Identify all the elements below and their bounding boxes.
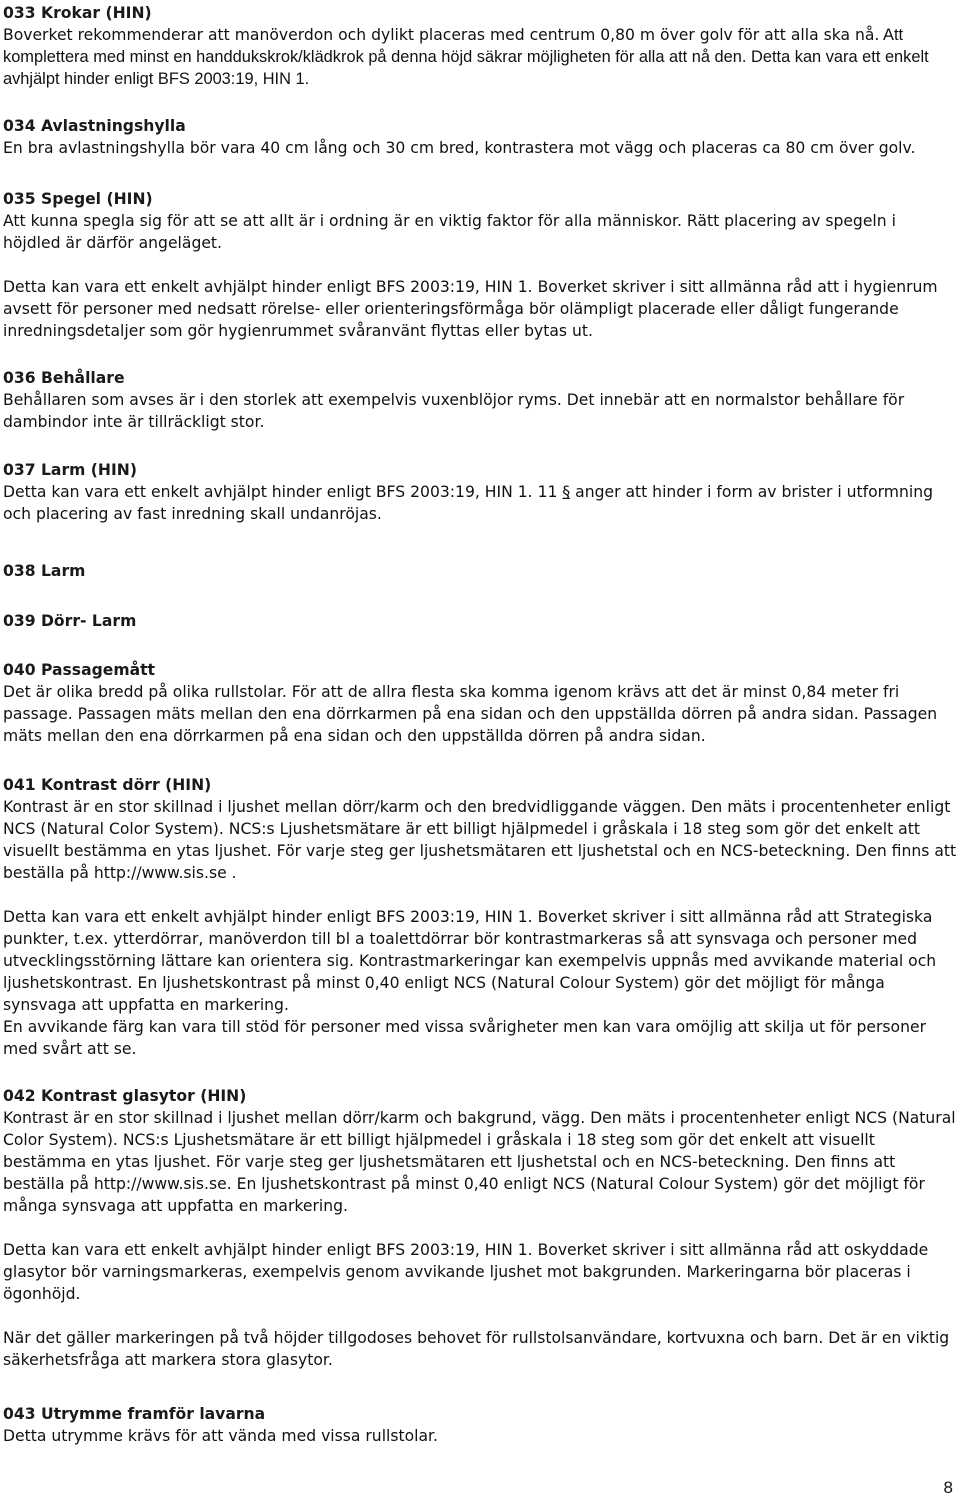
section-040	[3, 659, 957, 747]
section-text: Det är olika bredd på olika rullstolar. För att de allra flesta ska komma igenom krävs att det är minst 0,84 meter fri passage. Passagen mäts mellan den ena dörrkarmen på ena sidan och den uppställda dörren på andra sidan. Passagen mäts mellan den ena dörrkarmen på ena sidan och den uppställda dörren på andra sidan.	[3, 683, 938, 745]
section-033	[3, 2, 957, 90]
section-heading: 039 Dörr- Larm	[3, 612, 137, 630]
section-039	[3, 610, 957, 632]
text-part: Detta kan vara ett enkelt avhjälpt hinder enligt BFS 2003:19, HIN 1. 11	[3, 483, 563, 501]
section-035	[3, 188, 957, 342]
section-text: Att kunna spegla sig för att se att allt är i ordning är en viktig faktor för alla människor. Rätt placering av spegeln i höjdled är därför angeläget.	[3, 212, 896, 252]
section-text: Kontrast är en stor skillnad i ljushet mellan dörr/karm och bakgrund, vägg. Den mäts i procentenheter enligt NCS (Natural Color System). NCS:s Ljushetsmätare är ett billigt hjälpmedel i gråskala i 18 steg som gör det enkelt att visuellt bestämma en ytas ljushet. För varje steg ger ljushetsmätaren ett ljushetstal och en NCS-beteckning. Den finns att beställa på http://www.sis.se. En ljushetskontrast på minst 0,40 enligt NCS (Natural Colour System) gör det möjligt för många synsvaga att uppfatta en markering.	[3, 1109, 956, 1215]
section-text: När det gäller markeringen på två höjder tillgodoses behovet för rullstolsanvändare, kortvuxna och barn. Det är en viktig säkerhetsfråga att markera stora glasytor.	[3, 1329, 950, 1369]
section-041	[3, 774, 957, 1060]
section-heading: 040 Passagemått	[3, 661, 156, 679]
page-number: 8	[943, 1478, 953, 1497]
section-text: Detta kan vara ett enkelt avhjälpt hinder enligt BFS 2003:19, HIN 1. Boverket skriver i sitt allmänna råd att oskyddade glasytor bör varningsmarkeras, exempelvis genom avvikande ljushet mot bakgrunden. Markeringarna bör placeras i ögonhöjd.	[3, 1241, 929, 1303]
section-heading: 041 Kontrast dörr (HIN)	[3, 776, 212, 794]
section-heading: 034 Avlastningshylla	[3, 117, 186, 135]
section-text	[3, 481, 957, 525]
section-heading: 043 Utrymme framför lavarna	[3, 1405, 266, 1423]
section-text: En bra avlastningshylla bör vara 40 cm lång och 30 cm bred, kontrastera mot vägg och placeras ca 80 cm över golv.	[3, 139, 916, 157]
section-036	[3, 367, 957, 433]
section-heading: 037 Larm (HIN)	[3, 461, 137, 479]
section-text: Detta kan vara ett enkelt avhjälpt hinder enligt BFS 2003:19, HIN 1. Boverket skriver i sitt allmänna råd att i hygienrum avsett för personer med nedsatt rörelse- eller orienteringsförmåga bör olämpligt placerade eller dåligt fungerande inredningsdetaljer som gör hygienrummet svåranvänt flyttas eller bytas ut.	[3, 278, 938, 340]
section-text: Detta kan vara ett enkelt avhjälpt hinder enligt BFS 2003:19, HIN 1. Boverket skriver i sitt allmänna råd att Strategiska punkter, t.ex. ytterdörrar, manöverdon till bl a toalettdörrar bör kontrastmarkeras så att synsvaga och personer med utvecklingsstörning lättare kan orientera sig. Kontrastmarkeringar kan exempelvis uppnås med avvikande material och ljushetskontrast. En ljushetskontrast på minst 0,40 enligt NCS (Natural Colour System) gör det möjligt för många synsvaga att uppfatta en markering.	[3, 908, 937, 1014]
section-text: En avvikande färg kan vara till stöd för personer med vissa svårigheter men kan vara omöjlig att skilja ut för personer med svårt att se.	[3, 1018, 926, 1058]
section-heading: 036 Behållare	[3, 369, 125, 387]
section-034	[3, 115, 957, 159]
section-text: Detta utrymme krävs för att vända med vissa rullstolar.	[3, 1427, 438, 1445]
section-text: Behållaren som avses är i den storlek att exempelvis vuxenblöjor ryms. Det innebär att en normalstor behållare för dambindor inte är tillräckligt stor.	[3, 391, 905, 431]
text-part: Att komplettera med minst en handdukskrok/klädkrok på denna höjd säkrar möjligheten för alla att nå den. Detta kan vara ett enkelt avhjälpt hinder enligt BFS 2003:19, HIN 1.	[3, 26, 929, 88]
section-042	[3, 1085, 957, 1371]
section-037	[3, 459, 957, 525]
section-text: Kontrast är en stor skillnad i ljushet mellan dörr/karm och den bredvidliggande väggen. Den mäts i procentenheter enligt NCS (Natural Color System). NCS:s Ljushetsmätare är ett billigt hjälpmedel i gråskala i 18 steg som gör det enkelt att visuellt bestämma en ytas ljushet. För varje steg ger ljushetsmätaren ett ljushetstal och en NCS-beteckning. Den finns att beställa på http://www.sis.se .	[3, 798, 957, 882]
section-heading: 038 Larm	[3, 562, 86, 580]
section-heading: 033 Krokar (HIN)	[3, 4, 152, 22]
section-heading: 035 Spegel (HIN)	[3, 190, 153, 208]
text-part: Boverket rekommenderar att manöverdon och dylikt placeras med centrum 0,80 m över golv för att alla ska nå.	[3, 26, 880, 44]
section-heading: 042 Kontrast glasytor (HIN)	[3, 1087, 247, 1105]
section-text	[3, 24, 957, 90]
paragraph-link[interactable]: §	[562, 483, 571, 501]
section-043	[3, 1403, 957, 1447]
section-038	[3, 560, 957, 582]
text-part: anger att hinder i form av brister i utformning och placering av fast inredning skall undanröjas.	[3, 483, 933, 523]
